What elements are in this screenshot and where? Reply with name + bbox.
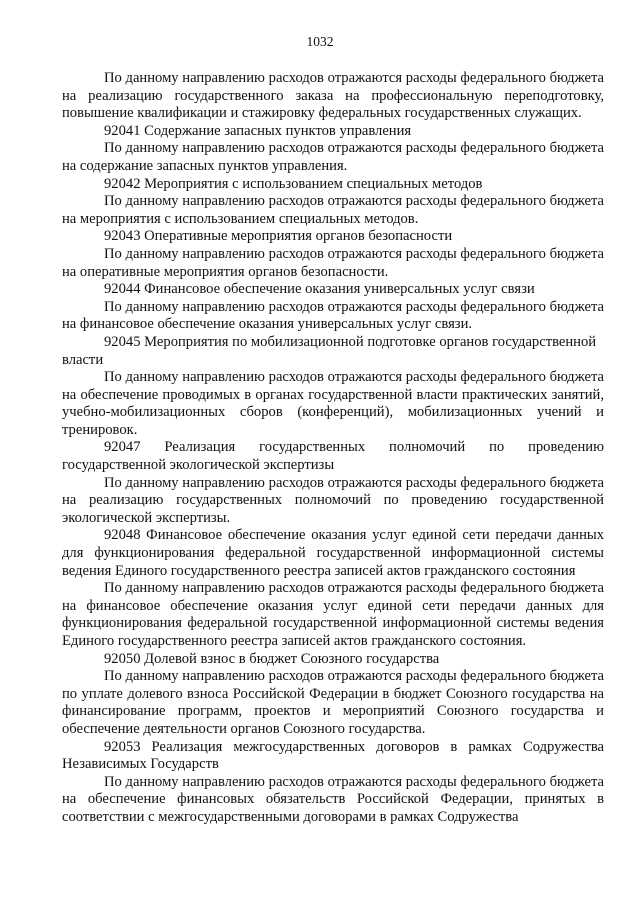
body-paragraph: По данному направлению расходов отражаются расходы федерального бюджета на реализацию государственного заказа на профессиональную переподготовку, повышение квалификации и стажировку федеральных государственных служащих. <box>62 70 604 122</box>
body-paragraph: По данному направлению расходов отражаются расходы федерального бюджета на реализацию государственных полномочий по проведению государственной экологической экспертизы. <box>62 474 604 526</box>
section-heading: 92042 Мероприятия с использованием специальных методов <box>104 175 483 192</box>
section-heading: 92041 Содержание запасных пунктов управления <box>104 122 412 139</box>
body-paragraph: По данному направлению расходов отражаются расходы федерального бюджета на содержание запасных пунктов управления. <box>62 140 604 174</box>
body-paragraph: По данному направлению расходов отражаются расходы федерального бюджета на мероприятия с использованием специальных методов. <box>62 193 604 227</box>
body-paragraph: По данному направлению расходов отражаются расходы федерального бюджета на обеспечение проводимых в органах государственной власти практических занятий, учебно-мобилизационных сборов (конференций), мобилизационных учений и тренировок. <box>62 369 604 438</box>
body-paragraph: 92048 Финансовое обеспечение оказания услуг единой сети передачи данных для функционирования федеральной государственной информационной системы ведения Единого государственного реестра записей актов гражданского состояния <box>62 527 604 579</box>
body-paragraph: По данному направлению расходов отражаются расходы федерального бюджета на обеспечение финансовых обязательств Российской Федерации, принятых в соответствии с межгосударственными договорами в рамках Содружества <box>62 773 604 825</box>
body-paragraph: По данному направлению расходов отражаются расходы федерального бюджета на оперативные мероприятия органов безопасности. <box>62 245 604 280</box>
body-paragraph: 92047 Реализация государственных полномочий по проведению государственной экологической экспертизы <box>62 439 604 474</box>
body-paragraph: 92053 Реализация межгосударственных договоров в рамках Содружества Независимых Государств <box>62 738 604 773</box>
page-number: 1032 <box>306 34 334 49</box>
document-body <box>62 70 604 827</box>
section-heading: 92044 Финансовое обеспечение оказания универсальных услуг связи <box>104 281 535 298</box>
section-heading: 92043 Оперативные мероприятия органов безопасности <box>104 228 453 245</box>
section-heading: 92045 Мероприятия по мобилизационной подготовке органов государственной власти <box>62 333 597 368</box>
body-paragraph: По данному направлению расходов отражаются расходы федерального бюджета на финансовое обеспечение оказания услуг единой сети передачи данных для функционирования федеральной государственной информационной системы ведения Единого государственного реестра записей актов гражданского состояния. <box>62 580 604 649</box>
section-heading: 92050 Долевой взнос в бюджет Союзного государства <box>104 650 440 667</box>
body-paragraph: По данному направлению расходов отражаются расходы федерального бюджета на финансовое обеспечение оказания универсальных услуг связи. <box>62 298 604 333</box>
body-paragraph: По данному направлению расходов отражаются расходы федерального бюджета по уплате долевого взноса Российской Федерации в бюджет Союзного государства на финансирование программ, проектов и мероприятий Союзного государства и обеспечение деятельности органов Союзного государства. <box>62 668 604 737</box>
